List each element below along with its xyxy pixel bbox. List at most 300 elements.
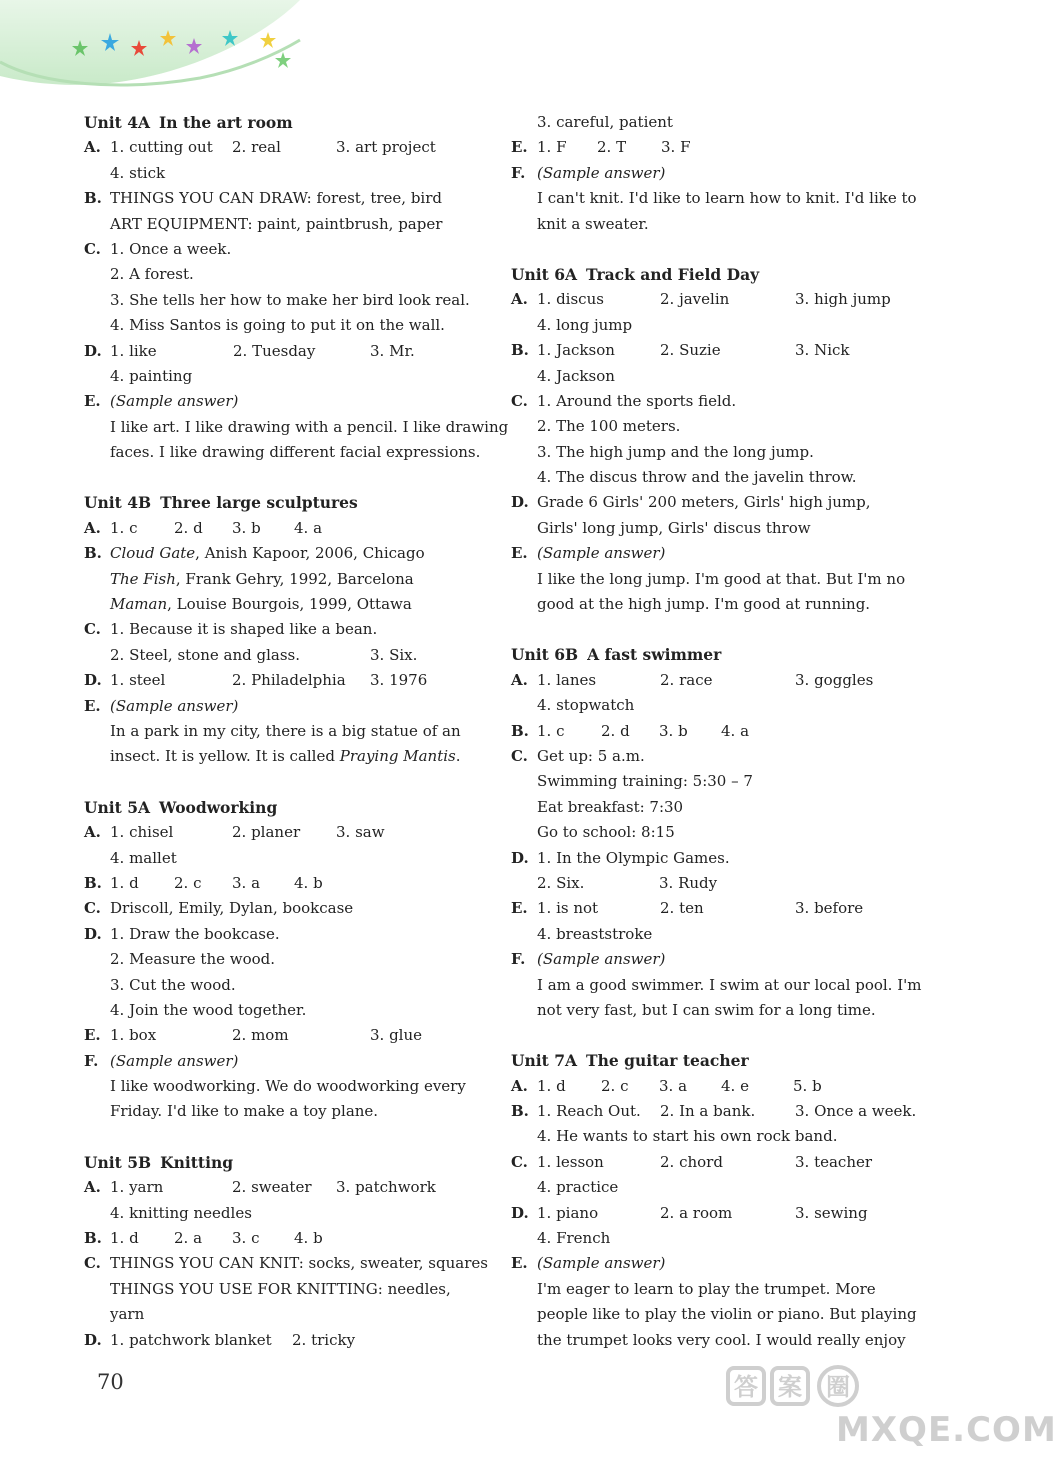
answer-row — [511, 389, 931, 414]
answer-text — [110, 1074, 466, 1099]
question-label: B. — [84, 544, 102, 563]
answer-section — [511, 262, 931, 617]
unit-name: Woodworking — [159, 797, 278, 817]
unit-code: Unit 7A — [511, 1051, 578, 1071]
answer-choice: 1. box — [110, 1026, 157, 1045]
answer-choice: 2. javelin — [660, 290, 730, 309]
answer-row — [511, 846, 931, 871]
answer-row — [511, 110, 931, 135]
answer-row — [84, 1328, 494, 1353]
question-label: C. — [511, 746, 528, 765]
answer-row — [511, 1328, 931, 1353]
answer-row — [84, 668, 494, 693]
answer-line: 1. Draw the bookcase. — [110, 924, 280, 943]
answer-row — [84, 719, 494, 744]
answer-line: people like to play the violin or piano. But playing — [537, 1305, 917, 1324]
answer-line: THINGS YOU USE FOR KNITTING: needles, — [110, 1279, 451, 1298]
answer-row — [84, 617, 494, 642]
answer-row — [84, 896, 494, 921]
answer-line: Get up: 5 a.m. — [537, 746, 645, 765]
answer-choice: 2. a room — [660, 1203, 733, 1222]
answer-choice: 2. Suzie — [660, 341, 721, 360]
question-label: F. — [84, 1051, 99, 1070]
work-title: Praying Mantis — [339, 747, 456, 766]
answer-row — [84, 643, 494, 668]
unit-code: Unit 5B — [84, 1152, 152, 1172]
question-label: F. — [511, 950, 526, 969]
answer-choice: 1. c — [110, 518, 138, 537]
answer-text — [110, 541, 425, 566]
answer-text — [537, 161, 665, 186]
answer-line: 4. Miss Santos is going to put it on the wall. — [110, 316, 445, 335]
answer-row — [511, 414, 931, 439]
answer-row — [84, 592, 494, 617]
answer-line: 3. careful, patient — [537, 113, 673, 131]
answer-text — [537, 820, 675, 845]
svg-text:案: 案 — [778, 1373, 802, 1401]
question-label: A. — [84, 518, 101, 537]
answer-text — [537, 1328, 906, 1353]
unit-title — [84, 490, 494, 515]
answer-line: the trumpet looks very cool. I would really enjoy — [537, 1330, 906, 1349]
answer-text — [537, 541, 665, 566]
unit-code: Unit 6B — [511, 645, 579, 665]
answer-row — [511, 338, 931, 363]
answer-line: 3. The high jump and the long jump. — [537, 442, 814, 461]
question-label: B. — [511, 1102, 529, 1121]
answer-choice: 2. T — [597, 138, 627, 157]
unit-title — [84, 1150, 494, 1175]
answer-row — [511, 287, 931, 312]
answer-line: 1. Because it is shaped like a bean. — [110, 620, 378, 639]
answer-choice: 2. ten — [660, 899, 704, 918]
answer-row — [511, 1226, 931, 1251]
answer-text — [110, 212, 442, 237]
answer-choice: 3. before — [795, 899, 864, 918]
question-label: A. — [84, 1178, 101, 1197]
question-label: A. — [84, 823, 101, 842]
answer-row — [84, 262, 494, 287]
question-label: D. — [511, 848, 529, 867]
answer-text — [537, 516, 811, 541]
answer-row — [84, 1251, 494, 1276]
answer-text — [537, 947, 665, 972]
answer-choice: 2. In a bank. — [660, 1102, 756, 1121]
question-label: E. — [511, 1254, 528, 1273]
question-label: E. — [511, 544, 528, 563]
answer-choice: 3. 1976 — [370, 671, 428, 690]
answer-choice: 3. a — [659, 1076, 688, 1095]
answer-choice: 3. sewing — [795, 1203, 868, 1222]
watermark-logo — [728, 1364, 948, 1408]
answer-row — [84, 846, 494, 871]
answer-choice: 2. Philadelphia — [232, 671, 346, 690]
answer-row — [511, 795, 931, 820]
answer-row — [511, 1277, 931, 1302]
unit-name: Three large sculptures — [160, 493, 358, 513]
answer-row — [511, 212, 931, 237]
question-label: D. — [84, 924, 102, 943]
answer-text — [537, 567, 905, 592]
answer-choice: 4. b — [294, 1229, 323, 1248]
punctuation: . — [455, 747, 461, 766]
answer-row — [511, 1175, 931, 1200]
answer-section — [84, 490, 494, 769]
answer-choice: 4. long jump — [537, 315, 633, 334]
unit-code: Unit 6A — [511, 264, 578, 284]
answer-choice: 5. b — [793, 1076, 822, 1095]
answer-row — [511, 973, 931, 998]
answer-row — [511, 769, 931, 794]
answer-row — [511, 820, 931, 845]
unit-title — [511, 262, 931, 287]
answer-text — [110, 237, 231, 262]
answer-row — [84, 161, 494, 186]
answer-row — [84, 947, 494, 972]
answer-row — [511, 947, 931, 972]
question-label: B. — [511, 341, 529, 360]
answer-row — [84, 1049, 494, 1074]
answer-text — [537, 973, 922, 998]
answer-line: 1. Once a week. — [110, 239, 232, 258]
answer-row — [511, 1201, 931, 1226]
answer-row — [511, 693, 931, 718]
sample-answer-label: (Sample answer) — [110, 696, 239, 715]
answer-choice: 4. stick — [110, 163, 166, 182]
answer-choice: 3. saw — [336, 823, 385, 842]
answer-line: 4. He wants to start his own rock band. — [537, 1127, 838, 1146]
answer-row — [84, 1226, 494, 1251]
answer-section — [511, 110, 931, 237]
answer-row — [84, 415, 509, 440]
work-title: The Fish — [110, 569, 176, 588]
unit-name: Track and Field Day — [586, 264, 760, 284]
answer-line: THINGS YOU CAN DRAW: forest, tree, bird — [110, 189, 443, 208]
answer-row — [511, 440, 931, 465]
answer-choice: 3. Rudy — [659, 873, 718, 892]
answer-line: Swimming training: 5:30 – 7 — [537, 772, 753, 791]
answer-line: 1. In the Olympic Games. — [537, 848, 730, 867]
answer-row — [84, 237, 494, 262]
answer-line: , Anish Kapoor, 2006, Chicago — [195, 544, 425, 563]
answer-choice: 3. art project — [336, 138, 436, 157]
answer-text — [537, 110, 673, 135]
answer-text — [537, 846, 730, 871]
question-label: A. — [511, 670, 528, 689]
unit-title — [511, 642, 931, 667]
answer-line: knit a sweater. — [537, 214, 649, 233]
question-label: D. — [511, 493, 529, 512]
answer-choice: 2. d — [174, 518, 203, 537]
answer-text — [110, 567, 414, 592]
answer-row — [84, 1023, 494, 1048]
answer-line: Friday. I'd like to make a toy plane. — [110, 1102, 379, 1121]
answer-row — [84, 364, 494, 389]
answer-text — [537, 389, 736, 414]
answer-row — [511, 668, 931, 693]
question-label: D. — [511, 1203, 529, 1222]
question-label: F. — [511, 163, 526, 182]
answer-choice: 2. Steel, stone and glass. — [110, 645, 301, 664]
answer-text — [537, 186, 917, 211]
answer-text — [110, 947, 275, 972]
unit-name: The guitar teacher — [586, 1051, 749, 1071]
answer-choice: 3. patchwork — [336, 1178, 436, 1197]
answer-text — [110, 896, 353, 921]
answer-line: good at the high jump. I'm good at running. — [537, 595, 871, 614]
svg-text:圈: 圈 — [826, 1373, 850, 1401]
answer-choice: 2. mom — [232, 1026, 289, 1045]
left-column — [84, 110, 509, 1353]
answer-row — [84, 339, 494, 364]
answer-row — [511, 998, 931, 1023]
answer-row — [511, 313, 931, 338]
answer-text — [110, 998, 306, 1023]
answer-row — [84, 1074, 494, 1099]
answer-choice: 1. lesson — [537, 1152, 604, 1171]
answer-choice: 2. Tuesday — [233, 341, 316, 360]
answer-row — [84, 1277, 494, 1302]
page-number: 70 — [97, 1370, 124, 1394]
answer-choice: 1. Jackson — [537, 341, 615, 360]
answer-choice: 2. Six. — [537, 873, 585, 892]
answer-row — [511, 1302, 931, 1327]
sample-answer-label: (Sample answer) — [537, 544, 666, 563]
answer-text — [537, 440, 814, 465]
answer-text — [110, 440, 480, 465]
header-banner — [0, 0, 1000, 110]
answer-choice: 4. e — [721, 1076, 749, 1095]
answer-row — [84, 922, 494, 947]
question-label: A. — [511, 1076, 528, 1095]
answer-row — [511, 922, 931, 947]
answer-line: 2. A forest. — [110, 265, 194, 284]
answer-row — [511, 516, 931, 541]
answer-text — [110, 389, 238, 414]
answer-choice: 1. piano — [537, 1203, 599, 1222]
answer-text — [537, 414, 680, 439]
unit-name: In the art room — [159, 113, 293, 132]
answer-text — [110, 262, 194, 287]
answer-line: yarn — [110, 1305, 145, 1324]
sample-answer-label: (Sample answer) — [110, 392, 239, 411]
question-label: E. — [84, 696, 101, 715]
answer-row — [84, 516, 494, 541]
unit-code: Unit 5A — [84, 797, 151, 817]
question-label: E. — [84, 392, 101, 411]
work-title: Cloud Gate — [110, 544, 196, 563]
answer-section — [84, 110, 509, 465]
answer-row — [84, 1201, 494, 1226]
answer-section — [84, 795, 494, 1125]
answer-line: I can't knit. I'd like to learn how to knit. I'd like to — [537, 189, 917, 208]
answer-line: 3. Cut the wood. — [110, 975, 236, 994]
answer-line: , Frank Gehry, 1992, Barcelona — [175, 569, 414, 588]
answer-choice: 4. French — [537, 1229, 611, 1248]
answer-choice: 3. Mr. — [370, 341, 415, 360]
answer-choice: 3. teacher — [795, 1152, 873, 1171]
answer-row — [511, 592, 931, 617]
unit-code: Unit 4A — [84, 113, 151, 132]
answer-line: Girls' long jump, Girls' discus throw — [537, 518, 811, 537]
answer-choice: 2. planer — [232, 823, 301, 842]
question-label: A. — [84, 138, 101, 157]
answer-text — [110, 744, 461, 769]
answer-text — [110, 1251, 488, 1276]
answer-row — [511, 744, 931, 769]
answer-choice: 2. sweater — [232, 1178, 312, 1197]
answer-line: Driscoll, Emily, Dylan, bookcase — [110, 899, 354, 918]
answer-text — [537, 1302, 917, 1327]
answer-choice: 1. like — [110, 341, 157, 360]
answer-row — [84, 871, 494, 896]
answer-text — [110, 617, 377, 642]
answer-row — [511, 1099, 931, 1124]
question-label: B. — [511, 721, 529, 740]
answer-text — [537, 1251, 665, 1276]
question-label: A. — [511, 290, 528, 309]
answer-choice: 2. c — [174, 873, 202, 892]
question-label: C. — [84, 620, 101, 639]
sample-answer-label: (Sample answer) — [537, 950, 666, 969]
answer-row — [84, 1175, 494, 1200]
answer-line: 1. Around the sports field. — [537, 391, 737, 410]
answer-row — [84, 694, 494, 719]
answer-text — [110, 592, 412, 617]
question-label: D. — [84, 1330, 102, 1349]
answer-choice: 3. F — [661, 138, 691, 157]
answer-text — [110, 186, 442, 211]
answer-line: ART EQUIPMENT: paint, paintbrush, paper — [110, 214, 443, 233]
watermark-text: MXQE.COM — [836, 1410, 1057, 1450]
answer-choice: 3. b — [232, 518, 261, 537]
answer-line: Go to school: 8:15 — [537, 823, 675, 842]
question-label: B. — [84, 1229, 102, 1248]
answer-choice: 1. lanes — [537, 670, 597, 689]
answer-choice: 1. Reach Out. — [537, 1102, 641, 1121]
right-column — [511, 110, 931, 1353]
answer-choice: 1. yarn — [110, 1178, 164, 1197]
answer-row — [84, 998, 494, 1023]
answer-text — [110, 415, 508, 440]
answer-text — [537, 465, 857, 490]
answer-choice: 3. b — [659, 721, 688, 740]
answer-choice: 1. d — [110, 1229, 139, 1248]
question-label: C. — [84, 239, 101, 258]
answer-line: I like art. I like drawing with a pencil. I like drawing — [110, 417, 509, 436]
unit-title — [84, 795, 494, 820]
answer-choice: 3. Six. — [370, 645, 418, 664]
answer-choice: 4. practice — [537, 1178, 619, 1197]
answer-choice: 3. a — [232, 873, 261, 892]
answer-line: insect. It is yellow. It is called — [110, 747, 340, 766]
answer-row — [84, 186, 494, 211]
answer-choice: 4. breaststroke — [537, 924, 653, 943]
answer-line: Grade 6 Girls' 200 meters, Girls' high jump, — [537, 493, 871, 512]
answer-choice: 3. goggles — [795, 670, 874, 689]
answer-choice: 4. a — [294, 518, 323, 537]
answer-row — [511, 161, 931, 186]
answer-line: Eat breakfast: 7:30 — [537, 797, 684, 816]
answer-choice: 4. b — [294, 873, 323, 892]
answer-choice: 2. race — [660, 670, 713, 689]
star-icon — [275, 52, 291, 68]
answer-line: I like the long jump. I'm good at that. But I'm no — [537, 569, 906, 588]
question-label: C. — [511, 1152, 528, 1171]
answer-row — [84, 1099, 494, 1124]
question-label: E. — [511, 899, 528, 918]
answer-text — [537, 769, 753, 794]
answer-choice: 4. knitting needles — [110, 1203, 252, 1222]
answer-text — [537, 795, 683, 820]
answer-row — [84, 541, 494, 566]
answer-choice: 2. c — [601, 1076, 629, 1095]
answer-row — [84, 1302, 494, 1327]
answer-choice: 1. chisel — [110, 823, 174, 842]
answer-text — [537, 592, 870, 617]
answer-choice: 4. painting — [110, 366, 193, 385]
answer-row — [511, 465, 931, 490]
answer-line: faces. I like drawing different facial expressions. — [110, 443, 481, 462]
question-label: C. — [84, 1254, 101, 1273]
answer-text — [537, 744, 645, 769]
answer-row — [511, 1124, 931, 1149]
answer-row — [511, 135, 931, 160]
answer-text — [110, 1099, 378, 1124]
answer-choice: 4. mallet — [110, 848, 177, 867]
answer-row — [511, 490, 931, 515]
answer-line: I am a good swimmer. I swim at our local pool. I'm — [537, 975, 922, 994]
answer-row — [511, 1150, 931, 1175]
answer-section — [84, 1150, 494, 1353]
answer-text — [110, 288, 470, 313]
answer-choice: 1. cutting out — [110, 138, 213, 157]
answer-line: I like woodworking. We do woodworking every — [110, 1077, 466, 1096]
answer-choice: 3. Nick — [795, 341, 850, 360]
answer-text — [110, 719, 461, 744]
answer-text — [110, 313, 445, 338]
answer-choice: 2. chord — [660, 1152, 723, 1171]
answer-choice: 3. Once a week. — [795, 1102, 917, 1121]
answer-line: 4. The discus throw and the javelin throw. — [537, 468, 857, 487]
unit-title — [84, 110, 494, 135]
answer-row — [84, 820, 494, 845]
answer-text — [110, 1302, 144, 1327]
question-label: B. — [84, 873, 102, 892]
answer-text — [110, 922, 280, 947]
answer-row — [511, 364, 931, 389]
answer-row — [84, 135, 494, 160]
answer-choice: 1. is not — [537, 899, 599, 918]
answer-row — [511, 186, 931, 211]
unit-name: Knitting — [160, 1152, 234, 1172]
answer-row — [84, 973, 494, 998]
answer-choice: 2. tricky — [292, 1330, 356, 1349]
answer-text — [537, 1277, 876, 1302]
answer-line: , Louise Bourgois, 1999, Ottawa — [167, 595, 412, 614]
question-label: E. — [84, 1026, 101, 1045]
answer-section — [511, 1048, 931, 1353]
answer-line: 2. The 100 meters. — [537, 417, 681, 436]
answer-text — [537, 490, 871, 515]
answer-choice: 3. c — [232, 1229, 260, 1248]
answer-section — [511, 642, 931, 1023]
answer-row — [511, 1251, 931, 1276]
answer-choice: 2. d — [601, 721, 630, 740]
star-icon — [260, 32, 276, 48]
unit-title — [511, 1048, 931, 1073]
answer-row — [511, 719, 931, 744]
